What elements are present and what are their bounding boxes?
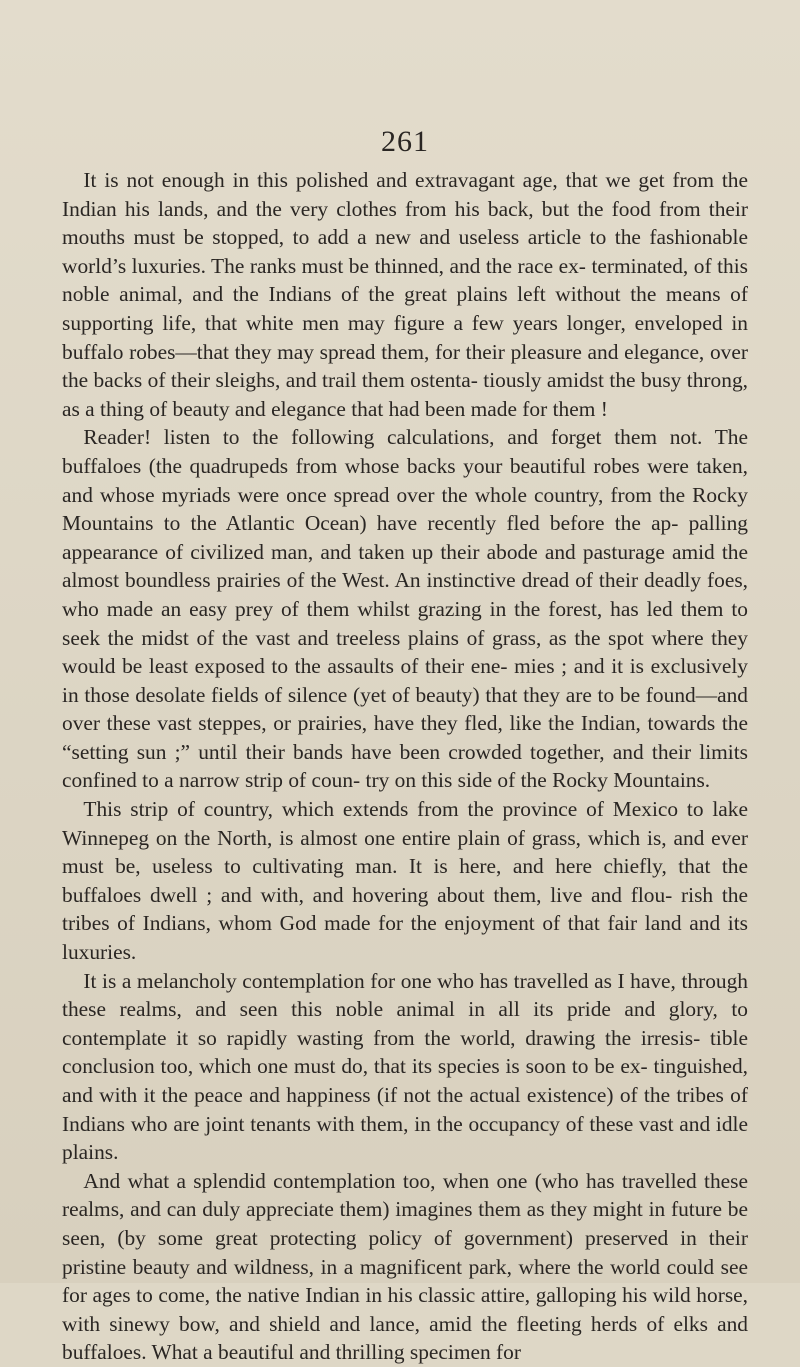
page-number: 261 xyxy=(381,125,429,158)
paragraph-5: And what a splendid contemplation too, when one (who has travelled these realms, and can duly appreciate them) imagines them as they might in future be seen, (by some great protecting policy of government) preserved in their pristine beauty and wildness, in a magnificent park, where the world could see for ages to come, the native Indian in his classic attire, galloping his wild horse, with sinewy bow, and shield and lance, amid the fleeting herds of elks and buffaloes. What a beautiful and thrilling specimen for xyxy=(62,1168,748,1365)
paragraph-2: Reader! listen to the following calculations, and forget them not. The buffaloes (the quadrupeds from whose backs your beautiful robes were taken, and whose myriads were once spread over the whole country, from the Rocky Mountains to the Atlantic Ocean) have recently fled before the ap- palling appearance of civilized man, and taken up their abode and pasturage amid the almost boundless prairies of the West. An instinctive dread of their deadly foes, who made an easy prey of them whilst grazing in the forest, has led them to seek the midst of the vast and treeless plains of grass, as the spot where they would be least exposed to the assaults of their ene- mies ; and it is exclusively in those desolate fields of silence (yet of beauty) that they are to be found—and over these vast steppes, or prairies, have they fled, like the Indian, towards the “setting sun ;” until their bands have been crowded together, and their limits confined to a narrow strip of coun- try on this side of the Rocky Mountains. xyxy=(62,425,748,793)
paragraph-1: It is not enough in this polished and extravagant age, that we get from the Indian his lands, and the very clothes from his back, but the food from their mouths must be stopped, to add a new and useless article to the fashionable world’s luxuries. The ranks must be thinned, and the race ex- terminated, of this noble animal, and the Indians of the great plains left without the means of supporting life, that white men may figure a few years longer, enveloped in buffalo robes—that they may spread them, for their pleasure and elegance, over the backs of their sleighs, and trail them ostenta- tiously amidst the busy throng, as a thing of beauty and elegance that had been made for them ! xyxy=(62,168,748,421)
body-text xyxy=(62,166,748,1367)
paragraph-4: It is a melancholy contemplation for one who has travelled as I have, through these realms, and seen this noble animal in all its pride and glory, to contemplate it so rapidly wasting from the world, drawing the irresis- tible conclusion too, which one must do, that its species is soon to be ex- tinguished, and with it the peace and happiness (if not the actual existence) of the tribes of Indians who are joint tenants with them, in the occupancy of these vast and idle plains. xyxy=(62,968,748,1165)
paragraph-3: This strip of country, which extends from the province of Mexico to lake Winnepeg on the North, is almost one entire plain of grass, which is, and ever must be, useless to cultivating man. It is here, and here chiefly, that the buffaloes dwell ; and with, and hovering about them, live and flou- rish the tribes of Indians, whom God made for the enjoyment of that fair land and its luxuries. xyxy=(62,797,748,965)
